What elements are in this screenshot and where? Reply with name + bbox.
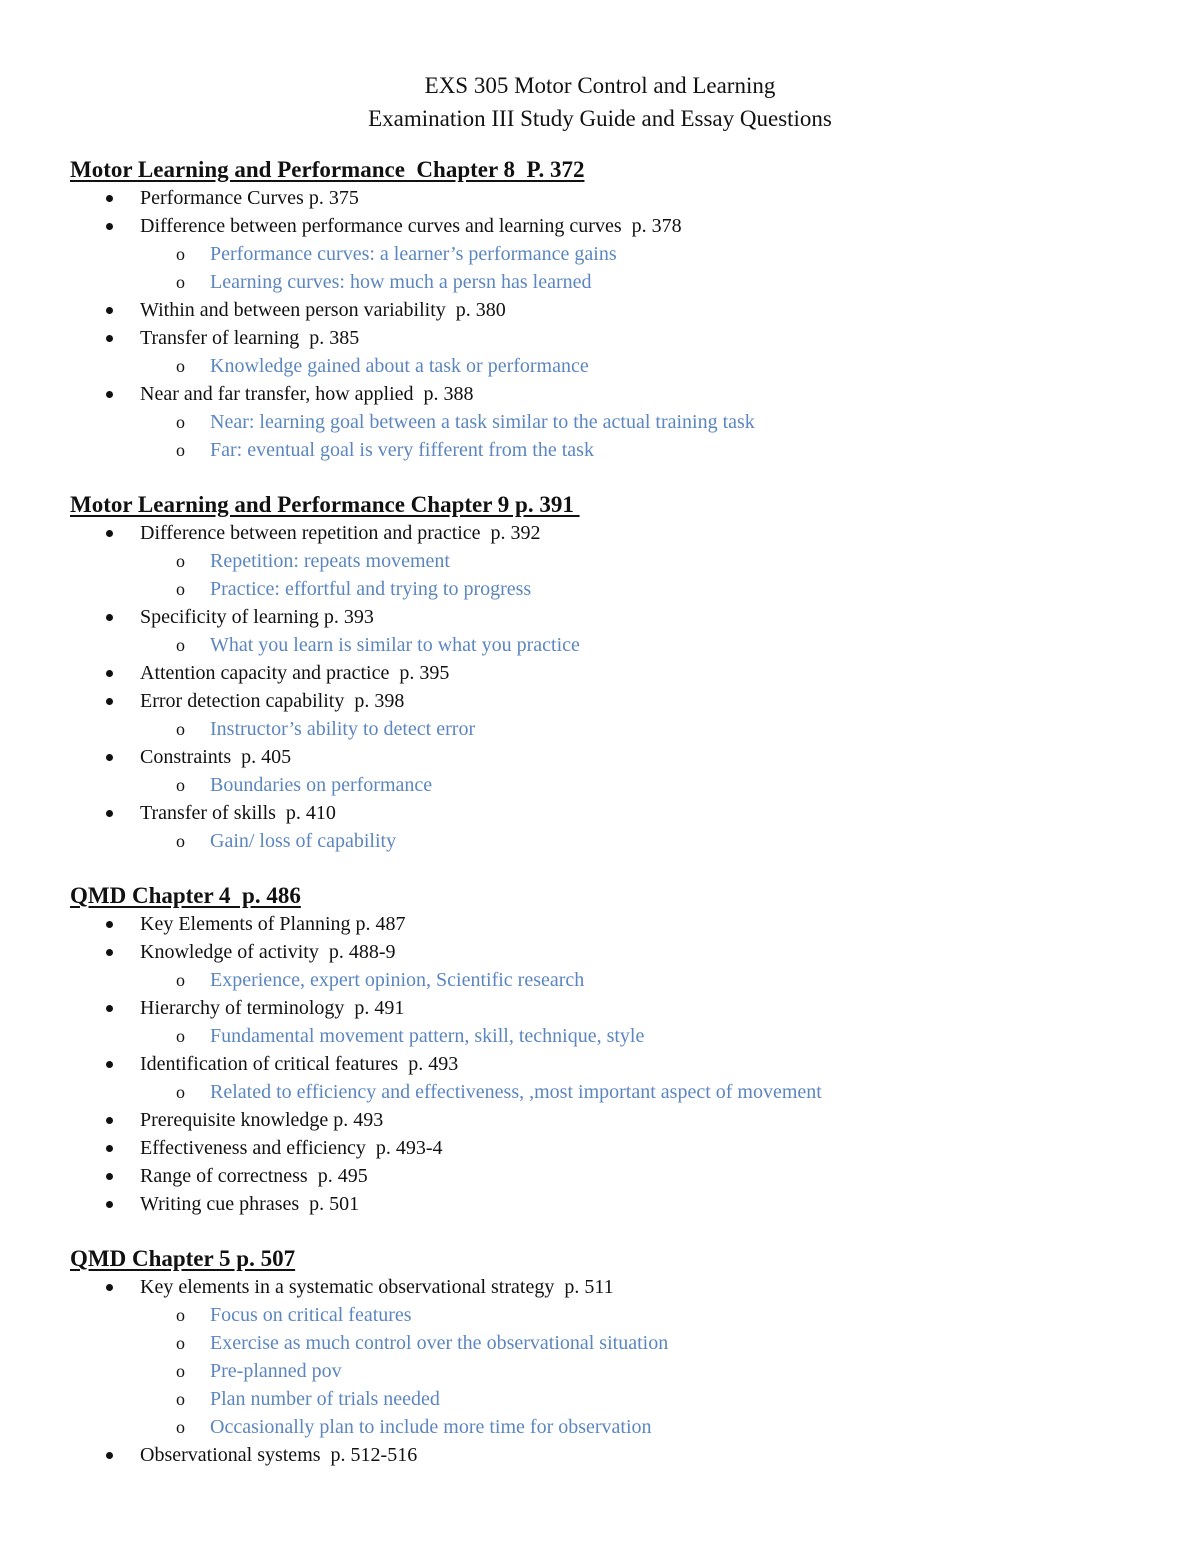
sub-bullet-icon: o (176, 272, 185, 292)
bullet-icon (106, 223, 113, 230)
topic-item (70, 938, 1160, 966)
bullet-icon (106, 614, 113, 621)
sub-bullet-icon: o (176, 551, 185, 571)
topic-text: Effectiveness and efficiency p. 493-4 (140, 1137, 443, 1159)
sub-bullet-icon: o (176, 1305, 185, 1325)
answer-item (70, 408, 1160, 436)
sub-bullet-icon: o (176, 356, 185, 376)
topic-item (70, 184, 1160, 212)
answer-item (70, 1413, 1160, 1441)
sub-bullet-icon: o (176, 1082, 185, 1102)
answer-text: Boundaries on performance (210, 774, 433, 796)
sub-bullet-icon: o (176, 1389, 185, 1409)
answer-text: What you learn is similar to what you practice (210, 634, 580, 656)
bullet-icon (106, 1061, 113, 1068)
topic-item (70, 212, 1160, 240)
answer-item (70, 1022, 1160, 1050)
sub-bullet-icon: o (176, 635, 185, 655)
topic-text: Writing cue phrases p. 501 (140, 1193, 360, 1215)
topic-text: Prerequisite knowledge p. 493 (140, 1109, 384, 1131)
topic-text: Specificity of learning p. 393 (140, 606, 374, 628)
answer-text: Plan number of trials needed (210, 1388, 440, 1410)
topic-item (70, 1441, 1160, 1469)
answer-text: Focus on critical features (210, 1304, 412, 1326)
study-guide-content (70, 155, 1160, 1495)
sub-bullet-icon: o (176, 1026, 185, 1046)
study-section (70, 155, 1160, 464)
topic-text: Transfer of learning p. 385 (140, 327, 360, 349)
topic-text: Identification of critical features p. 493 (140, 1053, 459, 1075)
bullet-icon (106, 335, 113, 342)
study-section (70, 1244, 1160, 1469)
answer-text: Near: learning goal between a task similar to the actual training task (210, 411, 755, 433)
sub-bullet-icon: o (176, 775, 185, 795)
topic-text: Knowledge of activity p. 488-9 (140, 941, 396, 963)
topic-text: Error detection capability p. 398 (140, 690, 405, 712)
topic-text: Attention capacity and practice p. 395 (140, 662, 450, 684)
section-heading: QMD Chapter 4 p. 486 (70, 883, 301, 908)
document-subtitle: Examination III Study Guide and Essay Questions (368, 106, 832, 131)
bullet-icon (106, 1005, 113, 1012)
bullet-icon (106, 810, 113, 817)
answer-item (70, 715, 1160, 743)
topic-item (70, 380, 1160, 408)
bullet-icon (106, 1284, 113, 1291)
bullet-icon (106, 949, 113, 956)
bullet-icon (106, 670, 113, 677)
answer-item (70, 1357, 1160, 1385)
study-section (70, 881, 1160, 1218)
answer-text: Fundamental movement pattern, skill, technique, style (210, 1025, 645, 1047)
sub-bullet-icon: o (176, 831, 185, 851)
topic-item (70, 1273, 1160, 1301)
answer-item (70, 771, 1160, 799)
sub-bullet-icon: o (176, 412, 185, 432)
sub-bullet-icon: o (176, 244, 185, 264)
sub-bullet-icon: o (176, 440, 185, 460)
topic-text: Constraints p. 405 (140, 746, 292, 768)
answer-item (70, 240, 1160, 268)
topic-text: Key Elements of Planning p. 487 (140, 913, 406, 935)
answer-item (70, 1078, 1160, 1106)
answer-item (70, 1329, 1160, 1357)
topic-text: Transfer of skills p. 410 (140, 802, 336, 824)
answer-text: Exercise as much control over the observational situation (210, 1332, 669, 1354)
answer-text: Gain/ loss of capability (210, 830, 397, 852)
answer-item (70, 352, 1160, 380)
topic-item (70, 1134, 1160, 1162)
bullet-icon (106, 307, 113, 314)
topic-item (70, 799, 1160, 827)
bullet-icon (106, 195, 113, 202)
answer-item (70, 1385, 1160, 1413)
answer-item (70, 268, 1160, 296)
answer-text: Learning curves: how much a persn has learned (210, 271, 592, 293)
sub-bullet-icon: o (176, 970, 185, 990)
topic-item (70, 994, 1160, 1022)
topic-item (70, 1050, 1160, 1078)
answer-text: Performance curves: a learner’s performance gains (210, 243, 617, 265)
topic-text: Near and far transfer, how applied p. 388 (140, 383, 474, 405)
bullet-icon (106, 1145, 113, 1152)
sub-bullet-icon: o (176, 1417, 185, 1437)
topic-text: Range of correctness p. 495 (140, 1165, 368, 1187)
topic-text: Performance Curves p. 375 (140, 187, 359, 209)
topic-text: Difference between performance curves and learning curves p. 378 (140, 215, 682, 237)
sub-bullet-icon: o (176, 579, 185, 599)
section-heading: Motor Learning and Performance Chapter 9 p. 391 (70, 492, 580, 517)
bullet-icon (106, 391, 113, 398)
topic-item (70, 910, 1160, 938)
topic-item (70, 519, 1160, 547)
topic-text: Difference between repetition and practice p. 392 (140, 522, 541, 544)
bullet-icon (106, 921, 113, 928)
topic-text: Observational systems p. 512-516 (140, 1444, 418, 1466)
sub-bullet-icon: o (176, 719, 185, 739)
topic-text: Hierarchy of terminology p. 491 (140, 997, 405, 1019)
answer-text: Instructor’s ability to detect error (210, 718, 476, 740)
topic-item (70, 743, 1160, 771)
study-section (70, 490, 1160, 855)
answer-text: Occasionally plan to include more time for observation (210, 1416, 652, 1438)
bullet-icon (106, 1117, 113, 1124)
section-heading: QMD Chapter 5 p. 507 (70, 1246, 296, 1271)
answer-text: Experience, expert opinion, Scientific research (210, 969, 585, 991)
answer-text: Related to efficiency and effectiveness, ,most important aspect of movement (210, 1081, 822, 1103)
bullet-icon (106, 1173, 113, 1180)
sub-bullet-icon: o (176, 1333, 185, 1353)
bullet-icon (106, 754, 113, 761)
bullet-icon (106, 1201, 113, 1208)
answer-text: Pre-planned pov (210, 1360, 342, 1382)
answer-item (70, 436, 1160, 464)
bullet-icon (106, 1452, 113, 1459)
topic-item (70, 1190, 1160, 1218)
bullet-icon (106, 530, 113, 537)
answer-item (70, 1301, 1160, 1329)
answer-item (70, 547, 1160, 575)
answer-text: Repetition: repeats movement (210, 550, 450, 572)
topic-item (70, 1162, 1160, 1190)
topic-text: Key elements in a systematic observational strategy p. 511 (140, 1276, 614, 1298)
answer-text: Far: eventual goal is very fifferent from the task (210, 439, 594, 461)
topic-item (70, 296, 1160, 324)
bullet-icon (106, 698, 113, 705)
answer-item (70, 631, 1160, 659)
answer-text: Knowledge gained about a task or performance (210, 355, 589, 377)
answer-item (70, 575, 1160, 603)
answer-item (70, 966, 1160, 994)
answer-text: Practice: effortful and trying to progress (210, 578, 532, 600)
topic-item (70, 603, 1160, 631)
topic-item (70, 659, 1160, 687)
topic-text: Within and between person variability p. 380 (140, 299, 506, 321)
answer-item (70, 827, 1160, 855)
sub-bullet-icon: o (176, 1361, 185, 1381)
topic-item (70, 687, 1160, 715)
section-heading: Motor Learning and Performance Chapter 8 P. 372 (70, 157, 585, 182)
topic-item (70, 1106, 1160, 1134)
topic-item (70, 324, 1160, 352)
document-title: EXS 305 Motor Control and Learning (424, 73, 776, 98)
